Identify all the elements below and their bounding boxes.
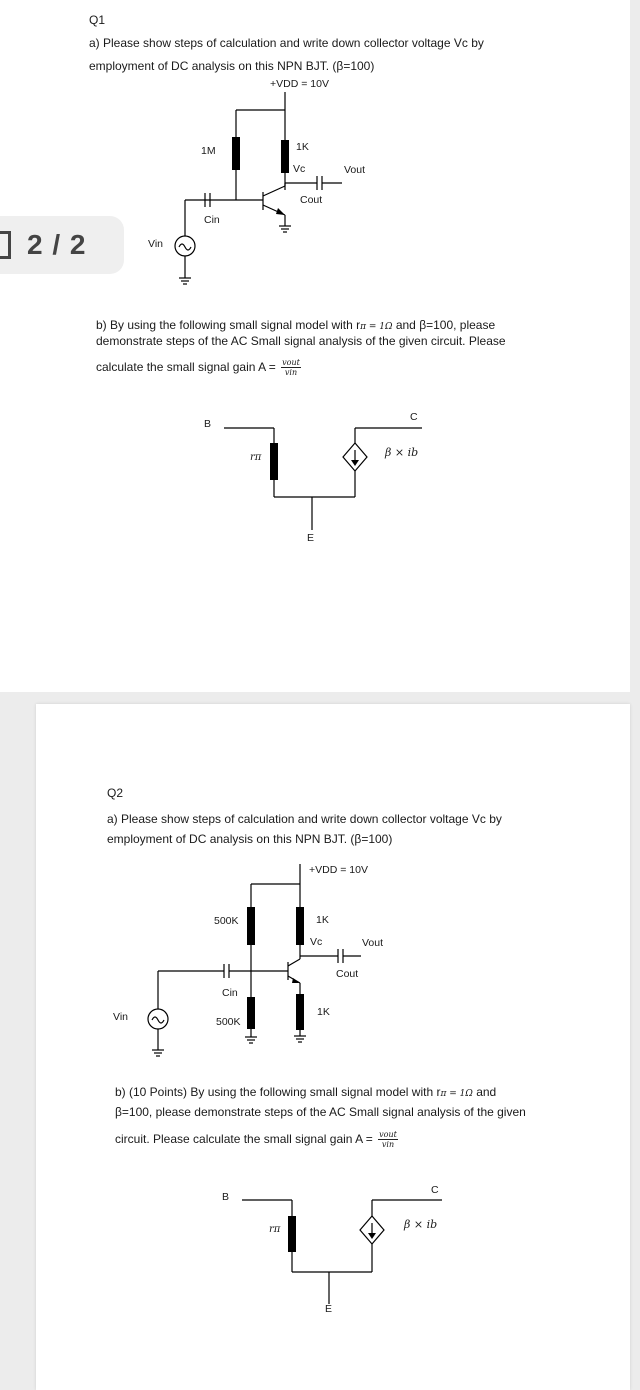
q2-vdd-label: +VDD = 10V (309, 864, 368, 876)
q1-part-b-line1-text: b) By using the following small signal model with r (96, 318, 361, 332)
question-page-2 (36, 704, 630, 1390)
page-indicator-icon (0, 231, 11, 259)
q2-part-b-line2: β=100, please demonstrate steps of the AC Small signal analysis of the given (115, 1105, 526, 1119)
q1-rpi-resistor (270, 443, 278, 480)
q1-part-b-line2: demonstrate steps of the AC Small signal analysis of the given circuit. Please (96, 334, 506, 348)
q2-gain-denominator: vin (381, 1140, 395, 1150)
q2-model-b-label: B (222, 1191, 230, 1203)
q2-part-a-line1: a) Please show steps of calculation and write down collector voltage Vc by (107, 812, 502, 826)
q2-vin-label: Vin (113, 1011, 128, 1023)
q1-model-c-label: C (410, 411, 418, 423)
q2-part-a-line2: employment of DC analysis on this NPN BJT. (β=100) (107, 832, 393, 846)
q2-model-rpi-label: rπ (269, 1224, 281, 1235)
q2-rc-label: 1K (316, 914, 329, 926)
q1-vout-label: Vout (344, 164, 366, 176)
q2-cin-label: Cin (222, 987, 238, 999)
q1-vc-label: Vc (293, 163, 306, 175)
q1-model-e-label: E (307, 532, 315, 544)
q2-part-b-line3-text: circuit. Please calculate the small signal gain A = (115, 1132, 373, 1146)
q2-heading: Q2 (107, 786, 124, 800)
q1-gain-numerator: vout (282, 358, 300, 368)
q2-model-schematic (36, 704, 630, 1390)
q2-model-c-label: C (431, 1184, 439, 1196)
q2-part-b-line1-end: and (472, 1085, 497, 1099)
q1-cout-label: Cout (300, 194, 323, 206)
q1-part-b-rpi-math: π = 1Ω (360, 322, 393, 332)
q2-vout-label: Vout (362, 937, 384, 949)
question-page-1 (0, 0, 630, 692)
page-indicator (0, 216, 124, 274)
q2-model-source-label: β × ib (404, 1218, 438, 1231)
q2-gain-numerator: vout (379, 1130, 397, 1140)
q1-gain-denominator: vin (284, 368, 298, 378)
q1-model-source-label: β × ib (385, 446, 419, 459)
page-indicator-text: 2 / 2 (27, 229, 87, 260)
q1-model-rpi-label: rπ (250, 452, 262, 463)
q2-rb1-label: 500K (214, 915, 239, 927)
q1-part-b-line3-text: calculate the small signal gain A = (96, 360, 276, 374)
q1-model-schematic (0, 0, 640, 600)
q2-part-b-line1-text: b) (10 Points) By using the following small signal model with r (115, 1085, 441, 1099)
q1-rc-label: 1K (296, 141, 309, 153)
q2-rpi-resistor (288, 1216, 296, 1252)
q2-vc-label: Vc (310, 936, 323, 948)
q1-rb-label: 1M (201, 145, 216, 157)
q2-part-b-rpi-math: π = 1Ω (440, 1089, 473, 1099)
q1-heading: Q1 (89, 13, 106, 27)
q1-part-a-line2: employment of DC analysis on this NPN BJT. (β=100) (89, 59, 375, 73)
q1-model-b-label: B (204, 418, 212, 430)
q2-model-e-label: E (325, 1303, 333, 1315)
q2-rb2-label: 500K (216, 1016, 241, 1028)
q1-vdd-label: +VDD = 10V (270, 78, 329, 90)
q1-cin-label: Cin (204, 214, 220, 226)
q1-part-a-line1: a) Please show steps of calculation and write down collector voltage Vc by (89, 36, 484, 50)
q1-vin-label: Vin (148, 238, 163, 250)
q1-part-b-line1-end: and β=100, please (392, 318, 496, 332)
q2-re-label: 1K (317, 1006, 330, 1018)
q2-cout-label: Cout (336, 968, 359, 980)
